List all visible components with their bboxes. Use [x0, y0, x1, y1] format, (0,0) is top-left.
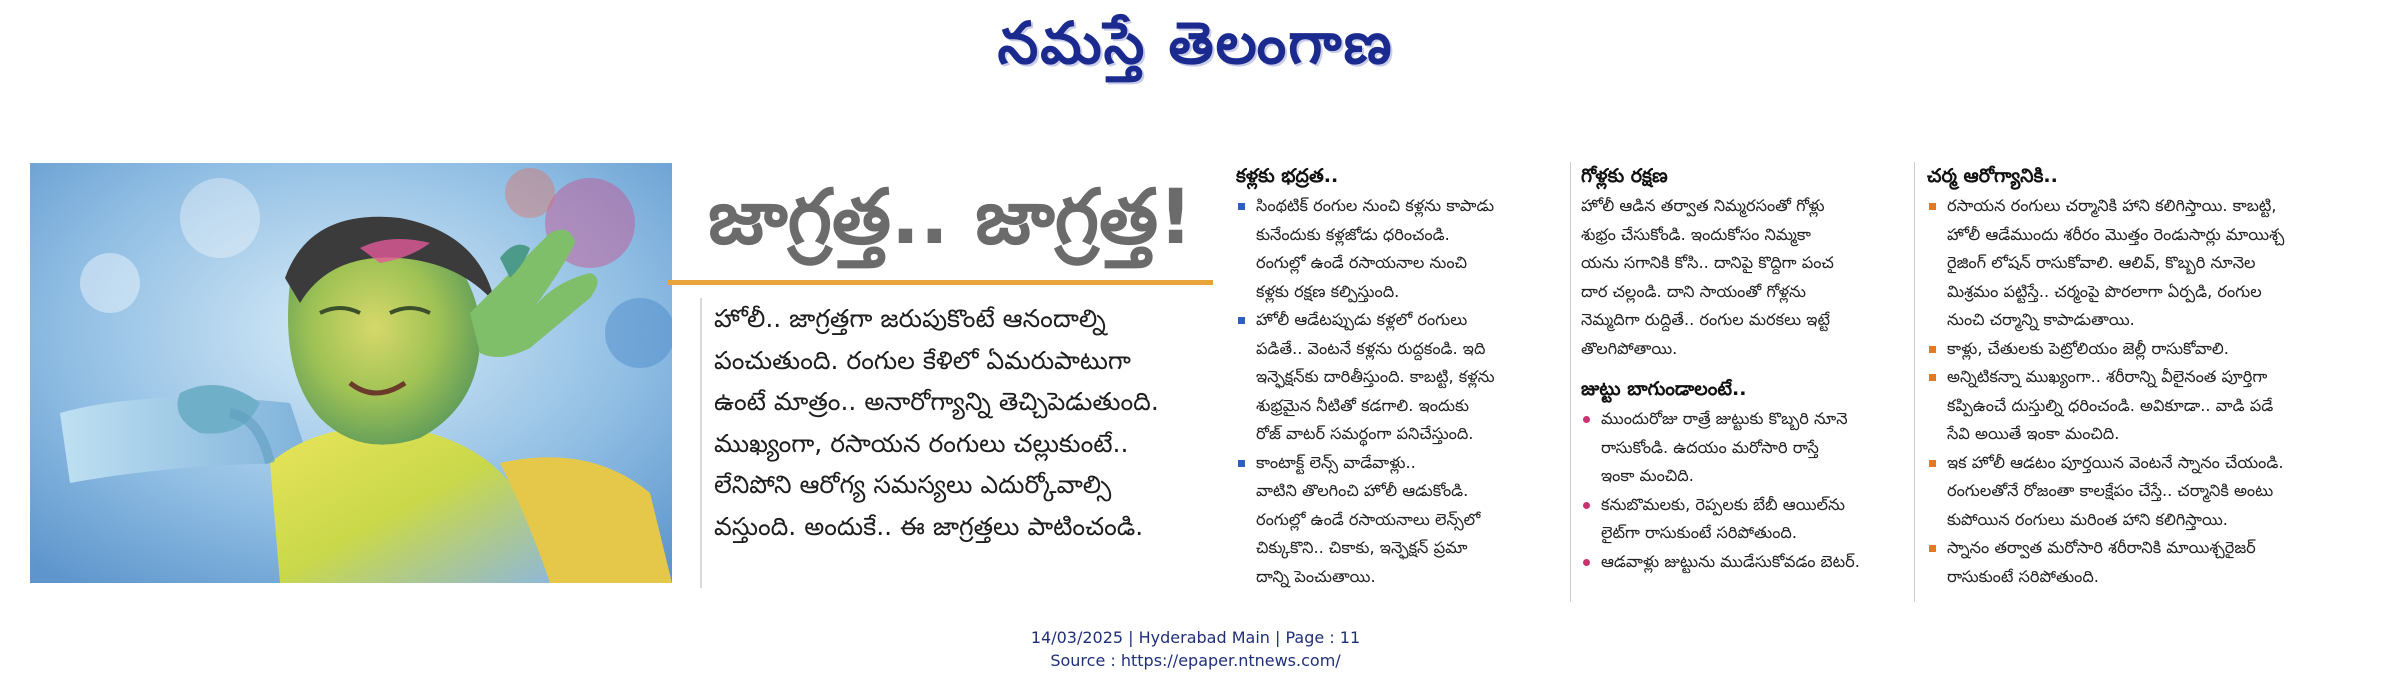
list-line: మిశ్రమం పట్టిస్తే.. చర్మంపై పొరలాగా ఏర్పడి, రంగుల: [1947, 281, 2262, 301]
column-subtitle: జుట్టు బాగుండాలంటే..: [1581, 378, 1747, 400]
bullet-icon: [1238, 460, 1245, 467]
list-line: రైజింగ్ లోషన్ రాసుకోవాలి. ఆలివ్, కొబ్బరి నూనెల: [1947, 253, 2256, 272]
bullet-icon: [1583, 559, 1590, 566]
list-item: [1927, 192, 2374, 335]
nail-care-paragraph: [1581, 192, 1900, 363]
paragraph-line: దార చల్లండి. దాని సాయంతో గోళ్లను: [1581, 281, 1807, 301]
list-item: [1581, 405, 1900, 491]
list-line: కాళ్లు, చేతులకు పెట్రోలియం జెల్లీ రాసుకోవాలి.: [1947, 338, 2229, 358]
paragraph-line: హోలీ ఆడిన తర్వాత నిమ్మరసంతో గోళ్లు: [1581, 196, 1825, 215]
list-item: [1927, 363, 2374, 449]
lead-line: ఉంటే మాత్రం.. అనారోగ్యాన్ని తెచ్చిపెడుతుంది.: [714, 387, 1159, 416]
list-line: ముందురోజు రాత్రే జుట్టుకు కొబ్బరి నూనె: [1601, 409, 1848, 428]
list-line: స్నానం తర్వాత మరోసారి శరీరానికి మాయిశ్చరైజర్: [1947, 538, 2256, 557]
list-line: ఆడవాళ్లు జుట్టును ముడేసుకోవడం బెటర్.: [1601, 551, 1860, 571]
list-line: కనుబొమలకు, రెప్పలకు బేబీ ఆయిల్‌ను: [1601, 494, 1845, 514]
list-line: రోజ్ వాటర్ సమర్థంగా పనిచేస్తుంది.: [1256, 424, 1474, 443]
list-item: [1927, 534, 2374, 591]
page-footer: [0, 626, 2391, 672]
list-line: నుంచి చర్మాన్ని కాపాడుతాయి.: [1947, 310, 2135, 329]
list-item: [1927, 449, 2374, 535]
list-line: రంగులతోనే రోజంతా కాలక్షేపం చేస్తే.. చర్మానికి అంటు: [1947, 481, 2274, 500]
headline-underline: [668, 280, 1213, 285]
bullet-icon: [1929, 460, 1936, 467]
list-line: ఇన్ఫెక్షన్‌కు దారితీస్తుంది. కాబట్టి, కళ్లను: [1256, 367, 1495, 386]
column-eye-care: [1236, 162, 1536, 602]
list-line: రంగుల్లో ఉండే రసాయనాల నుంచి: [1256, 253, 1468, 272]
list-item: [1236, 306, 1536, 449]
column-skin-care: [1914, 162, 2374, 602]
article-headline: జాగ్రత్త.. జాగ్రత్త!: [708, 172, 1193, 261]
list-line: రాసుకోండి. ఉదయం మరోసారి రాస్తే: [1601, 437, 1819, 457]
bullet-icon: [1238, 203, 1245, 210]
holi-girl-illustration: [30, 163, 672, 583]
list-line: హోలీ ఆడేముందు శరీరం మొత్తం రెండుసార్లు మాయిశ్చ: [1947, 224, 2285, 244]
list-line: కాంటాక్ట్ లెన్స్ వాడేవాళ్లు..: [1256, 452, 1416, 472]
column-title: చర్మ ఆరోగ్యానికి..: [1927, 165, 2058, 187]
list-line: కళ్లకు రక్షణ కల్పిస్తుంది.: [1256, 281, 1400, 301]
holi-photo: [30, 163, 672, 583]
list-item: [1236, 449, 1536, 592]
list-line: ఇంకా మంచిది.: [1601, 466, 1694, 485]
hair-care-list: [1581, 405, 1900, 576]
list-line: కునేందుకు కళ్లజోడు ధరించండి.: [1256, 224, 1450, 244]
list-line: ఇక హోలీ ఆడటం పూర్తయిన వెంటనే స్నానం చేయండి.: [1947, 452, 2284, 472]
bullet-icon: [1583, 416, 1590, 423]
bullet-icon: [1929, 374, 1936, 381]
list-line: లైట్‌గా రాసుకుంటే సరిపోతుంది.: [1601, 523, 1797, 542]
lead-line: పంచుతుంది. రంగుల కేళిలో ఏమరుపాటుగా: [714, 345, 1131, 375]
lead-line: లేనిపోని ఆరోగ్య సమస్యలు ఎదుర్కోవాల్సి: [714, 470, 1112, 499]
bullet-icon: [1583, 502, 1590, 509]
masthead: [0, 8, 2391, 78]
list-item: [1927, 335, 2374, 364]
list-line: కప్పిఉంచే దుస్తుల్ని ధరించండి. అవికూడా.. వాడి పడే: [1947, 395, 2274, 415]
list-line: సింథటిక్ రంగుల నుంచి కళ్లను కాపాడు: [1256, 196, 1495, 215]
paragraph-line: శుభ్రం చేసుకోండి. ఇందుకోసం నిమ్మకా: [1581, 224, 1811, 244]
footer-dateline: 14/03/2025 | Hyderabad Main | Page : 11: [1030, 628, 1361, 647]
list-line: హోలీ ఆడేటప్పుడు కళ్లలో రంగులు: [1256, 310, 1468, 329]
eye-care-list: [1236, 192, 1536, 591]
list-line: పడితే.. వెంటనే కళ్లను రుద్దకండి. ఇది: [1256, 338, 1486, 358]
paragraph-line: నెమ్మదిగా రుద్దితే.. రంగుల మరకలు ఇట్టే: [1581, 310, 1830, 329]
bullet-icon: [1929, 545, 1936, 552]
list-line: దాన్ని పెంచుతాయి.: [1256, 566, 1376, 586]
lead-line: వస్తుంది. అందుకే.. ఈ జాగ్రత్తలు పాటించండి.: [714, 511, 1144, 541]
footer-source: Source : https://epaper.ntnews.com/: [1050, 651, 1341, 670]
lead-line: హోలీ.. జాగ్రత్తగా జరుపుకొంటే ఆనందాల్ని: [714, 304, 1106, 333]
paragraph-line: యను సగానికి కోసి.. దానిపై కొద్దిగా పంచ: [1581, 253, 1834, 272]
list-line: రసాయన రంగులు చర్మానికి హాని కలిగిస్తాయి. కాబట్టి,: [1947, 196, 2277, 215]
bullet-icon: [1929, 346, 1936, 353]
list-item: [1581, 491, 1900, 548]
list-line: రాసుకుంటే సరిపోతుంది.: [1947, 566, 2099, 586]
list-line: సేవి అయితే ఇంకా మంచిది.: [1947, 424, 2120, 443]
skin-care-list: [1927, 192, 2374, 591]
lead-line: ముఖ్యంగా, రసాయన రంగులు చల్లుకుంటే..: [714, 428, 1129, 458]
column-title: కళ్లకు భద్రత..: [1236, 165, 1339, 187]
list-line: చిక్కుకొని.. చికాకు, ఇన్ఫెక్షన్ ప్రమా: [1256, 538, 1468, 557]
column-title: గోళ్లకు రక్షణ: [1581, 165, 1668, 187]
lead-paragraph: [700, 298, 1218, 588]
bullet-icon: [1238, 317, 1245, 324]
masthead-logo: నమస్తే తెలంగాణ: [997, 9, 1394, 77]
list-item: [1236, 192, 1536, 306]
list-line: అన్నిటికన్నా ముఖ్యంగా.. శరీరాన్ని వీలైనంత పూర్తిగా: [1947, 367, 2268, 386]
paragraph-line: తొలగిపోతాయి.: [1581, 338, 1678, 358]
list-item: [1581, 548, 1900, 577]
list-line: శుభ్రమైన నీటితో కడగాలి. ఇందుకు: [1256, 395, 1470, 415]
list-line: వాటిని తొలగించి హోలీ ఆడుకోండి.: [1256, 481, 1469, 500]
column-nail-hair-care: [1570, 162, 1900, 602]
list-line: రంగుల్లో ఉండే రసాయనాలు లెన్స్‌లో: [1256, 509, 1481, 529]
list-line: కుపోయిన రంగులు మరింత హాని కలిగిస్తాయి.: [1947, 509, 2228, 529]
bullet-icon: [1929, 203, 1936, 210]
